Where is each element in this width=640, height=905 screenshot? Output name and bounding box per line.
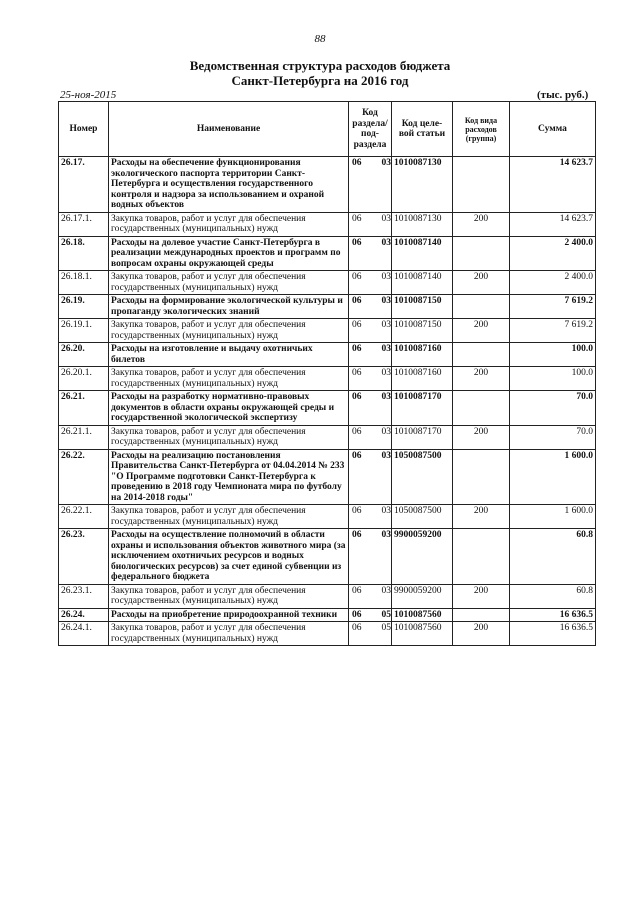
row-number: 26.19.1.	[59, 319, 109, 343]
subsection-code: 03	[381, 585, 391, 596]
row-target-code: 1010087130	[392, 212, 453, 236]
section-code: 06	[352, 450, 362, 461]
row-target-code: 1010087130	[392, 157, 453, 213]
row-number: 26.22.	[59, 449, 109, 505]
row-target-code: 1050087500	[392, 505, 453, 529]
col-header-section: Код раздела/ под- раздела	[349, 102, 392, 157]
row-number: 26.18.	[59, 236, 109, 271]
row-section-code	[349, 529, 392, 585]
units-label: (тыс. руб.)	[537, 89, 589, 101]
row-target-code: 1010087560	[392, 622, 453, 646]
col-header-type: Код вида расходов (группа)	[453, 102, 510, 157]
row-target-code: 1010087150	[392, 295, 453, 319]
col-header-number: Номер	[59, 102, 109, 157]
row-name: Расходы на приобретение природоохранной техники	[109, 608, 349, 622]
table-row	[59, 319, 596, 343]
row-sum: 1 600.0	[510, 505, 596, 529]
col-header-target: Код целе- вой статьи	[392, 102, 453, 157]
subsection-code: 05	[381, 623, 391, 633]
row-sum: 16 636.5	[510, 608, 596, 622]
table-row	[59, 212, 596, 236]
row-number: 26.18.1.	[59, 271, 109, 295]
row-name: Закупка товаров, работ и услуг для обеспечения государственных (муниципальных) нужд	[109, 271, 349, 295]
row-name: Расходы на реализацию постановления Правительства Санкт-Петербурга от 04.04.2014 № 233 "О Программе подготовки Санкт-Петербурга к проведению в 2018 году Чемпионата мира по футболу на 2014-2018 годы"	[109, 449, 349, 505]
row-number: 26.20.1.	[59, 367, 109, 391]
row-sum: 70.0	[510, 391, 596, 426]
row-target-code: 1010087160	[392, 367, 453, 391]
row-sum: 7 619.2	[510, 295, 596, 319]
row-section-code	[349, 295, 392, 319]
title-line-1: Ведомственная структура расходов бюджета	[189, 58, 451, 73]
table-row	[59, 608, 596, 622]
section-code: 06	[352, 506, 362, 516]
row-section-code	[349, 391, 392, 426]
section-code: 06	[352, 392, 362, 402]
row-name: Закупка товаров, работ и услуг для обеспечения государственных (муниципальных) нужд	[109, 212, 349, 236]
subsection-code: 03	[381, 344, 391, 354]
subsection-code: 03	[381, 392, 391, 402]
row-sum: 14 623.7	[510, 212, 596, 236]
row-number: 26.24.1.	[59, 622, 109, 646]
table-row	[59, 391, 596, 426]
row-number: 26.21.	[59, 391, 109, 426]
row-name: Закупка товаров, работ и услуг для обеспечения государственных (муниципальных) нужд	[109, 584, 349, 608]
section-code: 06	[352, 368, 362, 378]
row-sum: 7 619.2	[510, 319, 596, 343]
table-body	[59, 157, 596, 646]
subsection-code: 03	[381, 213, 391, 224]
row-section-code	[349, 584, 392, 608]
row-number: 26.17.	[59, 157, 109, 213]
row-section-code	[349, 505, 392, 529]
budget-table	[58, 101, 596, 646]
section-code: 06	[352, 585, 362, 596]
row-section-code	[349, 236, 392, 271]
title-line-2: Санкт-Петербурга на 2016 год	[231, 73, 409, 88]
section-code: 06	[352, 609, 362, 620]
row-target-code: 1010087170	[392, 425, 453, 449]
row-number: 26.20.	[59, 343, 109, 367]
row-name: Расходы на обеспечение функционирования экологического паспорта территории Санкт-Петербурга и осуществления государственного контроля и надзора за использованием и охраной водных объектов	[109, 157, 349, 213]
row-section-code	[349, 319, 392, 343]
row-name: Расходы на долевое участие Санкт-Петербурга в реализации международных проектов и программ по вопросам охраны окружающей среды	[109, 236, 349, 271]
table-row	[59, 367, 596, 391]
row-type-code: 200	[453, 505, 510, 529]
row-number: 26.24.	[59, 608, 109, 622]
row-section-code	[349, 449, 392, 505]
row-name: Расходы на осуществление полномочий в области охраны и использования объектов животного мира (за исключением охотничьих ресурсов и водных биологических ресурсов) за счет единой субвенции из федерального бюджета	[109, 529, 349, 585]
row-target-code: 1010087170	[392, 391, 453, 426]
section-code: 06	[352, 158, 362, 168]
row-name: Расходы на формирование экологической культуры и пропаганду экологических знаний	[109, 295, 349, 319]
table-row	[59, 449, 596, 505]
row-type-code: 200	[453, 212, 510, 236]
document-date: 25-ноя-2015	[60, 89, 117, 101]
row-type-code: 200	[453, 271, 510, 295]
row-type-code	[453, 236, 510, 271]
row-name: Закупка товаров, работ и услуг для обеспечения государственных (муниципальных) нужд	[109, 622, 349, 646]
row-name: Расходы на разработку нормативно-правовых документов в области охраны окружающей среды и государственной экологической экспертизу	[109, 391, 349, 426]
row-target-code: 1010087140	[392, 236, 453, 271]
row-sum: 70.0	[510, 425, 596, 449]
row-name: Закупка товаров, работ и услуг для обеспечения государственных (муниципальных) нужд	[109, 505, 349, 529]
row-sum: 16 636.5	[510, 622, 596, 646]
row-target-code: 9900059200	[392, 529, 453, 585]
row-sum: 100.0	[510, 367, 596, 391]
table-row	[59, 236, 596, 271]
row-section-code	[349, 622, 392, 646]
table-row	[59, 343, 596, 367]
subsection-code: 03	[381, 296, 391, 306]
subsection-code: 03	[381, 426, 391, 437]
row-name: Закупка товаров, работ и услуг для обеспечения государственных (муниципальных) нужд	[109, 425, 349, 449]
row-type-code	[453, 608, 510, 622]
row-target-code: 1050087500	[392, 449, 453, 505]
table-header-row	[59, 102, 596, 157]
row-name: Закупка товаров, работ и услуг для обеспечения государственных (муниципальных) нужд	[109, 319, 349, 343]
row-sum: 14 623.7	[510, 157, 596, 213]
row-target-code: 9900059200	[392, 584, 453, 608]
row-number: 26.21.1.	[59, 425, 109, 449]
subsection-code: 03	[381, 368, 391, 378]
subsection-code: 03	[381, 272, 391, 282]
row-type-code	[453, 391, 510, 426]
section-code: 06	[352, 623, 362, 633]
section-code: 06	[352, 530, 362, 540]
col-header-name: Наименование	[109, 102, 349, 157]
row-target-code: 1010087150	[392, 319, 453, 343]
section-code: 06	[352, 296, 362, 306]
row-sum: 60.8	[510, 584, 596, 608]
row-section-code	[349, 608, 392, 622]
row-number: 26.17.1.	[59, 212, 109, 236]
row-section-code	[349, 212, 392, 236]
row-type-code: 200	[453, 319, 510, 343]
page-number: 88	[314, 33, 326, 45]
row-sum: 2 400.0	[510, 236, 596, 271]
row-type-code: 200	[453, 622, 510, 646]
row-type-code: 200	[453, 425, 510, 449]
row-name: Закупка товаров, работ и услуг для обеспечения государственных (муниципальных) нужд	[109, 367, 349, 391]
col-header-sum: Сумма	[510, 102, 596, 157]
row-type-code	[453, 449, 510, 505]
row-type-code	[453, 529, 510, 585]
section-code: 06	[352, 272, 362, 282]
row-number: 26.23.1.	[59, 584, 109, 608]
section-code: 06	[352, 213, 362, 224]
subsection-code: 03	[381, 450, 391, 461]
table-row	[59, 505, 596, 529]
row-section-code	[349, 271, 392, 295]
row-section-code	[349, 367, 392, 391]
table-row	[59, 271, 596, 295]
subsection-code: 03	[381, 506, 391, 516]
subsection-code: 03	[381, 530, 391, 540]
row-type-code: 200	[453, 367, 510, 391]
subsection-code: 03	[381, 320, 391, 330]
section-code: 06	[352, 426, 362, 437]
table-row	[59, 425, 596, 449]
row-number: 26.23.	[59, 529, 109, 585]
subsection-code: 03	[381, 237, 391, 248]
row-number: 26.22.1.	[59, 505, 109, 529]
row-type-code	[453, 157, 510, 213]
row-type-code	[453, 295, 510, 319]
row-type-code	[453, 343, 510, 367]
subsection-code: 03	[381, 158, 391, 168]
row-section-code	[349, 157, 392, 213]
section-code: 06	[352, 320, 362, 330]
row-section-code	[349, 425, 392, 449]
row-number: 26.19.	[59, 295, 109, 319]
row-sum: 2 400.0	[510, 271, 596, 295]
section-code: 06	[352, 344, 362, 354]
document-title	[0, 58, 640, 88]
section-code: 06	[352, 237, 362, 248]
row-target-code: 1010087140	[392, 271, 453, 295]
row-type-code: 200	[453, 584, 510, 608]
table-row	[59, 622, 596, 646]
row-target-code: 1010087560	[392, 608, 453, 622]
table-row	[59, 584, 596, 608]
row-sum: 60.8	[510, 529, 596, 585]
row-section-code	[349, 343, 392, 367]
table-row	[59, 529, 596, 585]
row-target-code: 1010087160	[392, 343, 453, 367]
subsection-code: 05	[381, 609, 391, 620]
table-row	[59, 157, 596, 213]
row-sum: 1 600.0	[510, 449, 596, 505]
row-name: Расходы на изготовление и выдачу охотничьих билетов	[109, 343, 349, 367]
row-sum: 100.0	[510, 343, 596, 367]
table-row	[59, 295, 596, 319]
